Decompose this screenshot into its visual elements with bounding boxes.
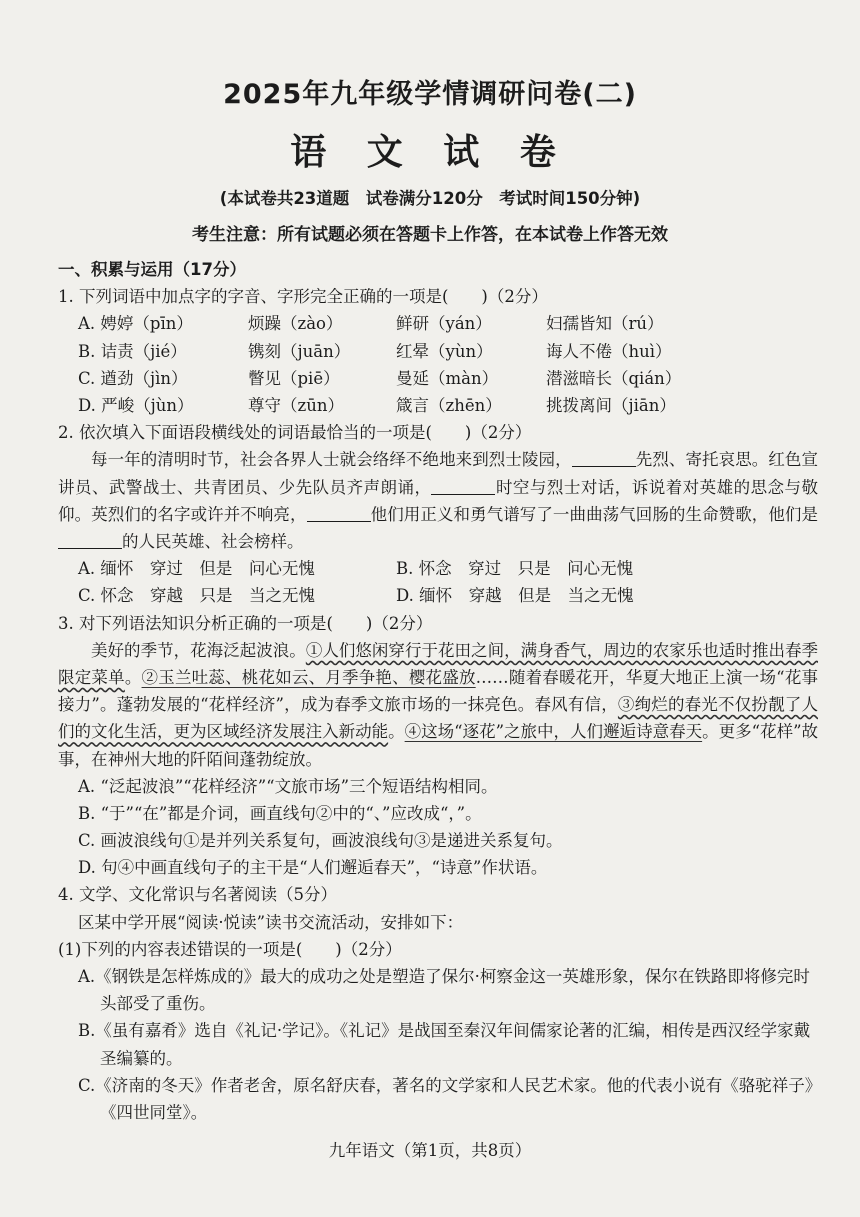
q3-option-a: A. “泛起波浪”“花样经济”“文旅市场”三个短语结构相同。 [78, 776, 498, 796]
q3-option-d: D. 句④中画直线句子的主干是“人们邂逅春天”，“诗意”作状语。 [78, 858, 548, 878]
q4-intro: 区某中学开展“阅读·悦读”读书交流活动，安排如下： [78, 912, 464, 932]
q1-a-1: A. 娉婷（pīn） [78, 314, 193, 334]
q3-text-1: 美好的季节，花海泛起波浪。 [91, 640, 306, 660]
q4-option-b: B.《虽有嘉肴》选自《礼记·学记》。《礼记》是战国至秦汉年间儒家论著的汇编，相传是西汉经学家戴圣编纂的。 [78, 1021, 811, 1068]
q1-c-1: C. 遒劲（jìn） [78, 368, 188, 388]
q1-d-3: 箴言（zhēn） [396, 395, 502, 415]
q1-b-3: 红晕（yùn） [396, 341, 493, 361]
question-4-stem: 4. 文学、文化常识与名著阅读（5分） [58, 885, 337, 905]
q2-option-d: D. 缅怀 穿越 但是 当之无愧 [396, 586, 634, 606]
q2-passage [58, 446, 818, 555]
exam-notice: 考生注意：所有试题必须在答题卡上作答，在本试卷上作答无效 [192, 225, 668, 245]
q2-option-a: A. 缅怀 穿过 但是 问心无愧 [78, 559, 315, 579]
question-2-stem: 2. 依次填入下面语段横线处的词语最恰当的一项是( )（2分） [58, 423, 532, 443]
q3-straight-sentence-2: ②玉兰吐蕊、桃花如云、月季争艳、樱花盛放 [141, 667, 476, 687]
q2-option-row-2 [58, 582, 818, 609]
fill-blank [572, 450, 636, 467]
q1-option-row-d [58, 392, 818, 419]
q1-a-4: 妇孺皆知（rú） [546, 314, 664, 334]
q1-option-row-c [58, 365, 818, 392]
fill-blank [431, 478, 495, 495]
q1-c-3: 曼延（màn） [396, 368, 499, 388]
question-3-stem: 3. 对下列语法知识分析正确的一项是( )（2分） [58, 613, 433, 633]
q1-b-4: 诲人不倦（huì） [546, 341, 672, 361]
q4-sub-question-1: (1)下列的内容表述错误的一项是( )（2分） [58, 939, 402, 959]
q2-text-3: 时空与烈士对话，诉说着对英雄的思念与敬仰。英烈们的名字或许并不响亮， [58, 477, 819, 524]
q1-d-2: 尊守（zūn） [248, 395, 344, 415]
q1-c-4: 潜滋暗长（qián） [546, 368, 682, 388]
q1-d-1: D. 严峻（jùn） [78, 395, 194, 415]
q1-option-row-b [58, 338, 818, 365]
q2-option-c: C. 怀念 穿越 只是 当之无愧 [78, 586, 316, 606]
q2-text-2: 先烈、寄托哀思。红色宣讲员、武警战士、共青团员、少先队员齐声朗诵， [58, 450, 819, 497]
q3-text-3: ……随着春暖花开，华夏大地正上演一场“花事接力”。蓬勃发展的“花样经济”，成为春季文旅市场的一抹亮色。春风有信， [58, 667, 819, 715]
q3-text-2: 。 [124, 667, 142, 687]
q4-option-a: A.《钢铁是怎样炼成的》最大的成功之处是塑造了保尔·柯察金这一英雄形象，保尔在铁路即将修完时头部受了重伤。 [78, 967, 810, 1014]
q3-option-b: B. “于”“在”都是介词，画直线句②中的“、”应改成“，”。 [78, 803, 482, 823]
q3-passage [58, 637, 818, 773]
exam-content [58, 256, 818, 1126]
q2-text-4: 他们用正义和勇气谱写了一曲曲荡气回肠的生命赞歌，他们是 [370, 504, 819, 524]
q1-b-2: 镌刻（juān） [248, 341, 351, 361]
q3-text-4: 。 [388, 722, 405, 742]
subject-title: 语 文 试 卷 [290, 132, 570, 173]
section-title: 一、积累与运用（17分） [58, 260, 246, 279]
q1-a-3: 鲜研（yán） [396, 314, 492, 334]
fill-blank [58, 532, 122, 549]
q2-text-1: 每一年的清明时节，社会各界人士就会络绎不绝地来到烈士陵园， [91, 450, 572, 470]
q3-straight-sentence-4: ④这场“逐花”之旅中，人们邂逅诗意春天 [404, 722, 703, 742]
exam-info: (本试卷共23道题 试卷满分120分 考试时间150分钟) [219, 189, 641, 208]
q3-text-5: 。更多“花样”故事，在神州大地的阡陌间蓬勃绽放。 [58, 722, 819, 769]
page-footer: 九年语文（第1页，共8页） [328, 1141, 532, 1160]
q2-option-b: B. 怀念 穿过 只是 问心无愧 [396, 559, 634, 579]
q2-text-5: 的人民英雄、社会榜样。 [122, 531, 304, 551]
q1-a-2: 烦躁（zào） [248, 314, 343, 334]
q1-option-row-a [58, 310, 818, 337]
q1-b-1: B. 诘责（jié） [78, 341, 187, 361]
question-1-stem: 1. 下列词语中加点字的字音、字形完全正确的一项是( )（2分） [58, 287, 548, 307]
q1-d-4: 挑拨离间（jiān） [546, 395, 676, 415]
q4-option-c: C.《济南的冬天》作者老舍，原名舒庆春，著名的文学家和人民艺术家。他的代表小说有《骆驼祥子》《四世同堂》。 [78, 1075, 814, 1123]
exam-title: 2025年九年级学情调研问卷(二) [223, 79, 637, 110]
q3-wavy-sentence-3: ③绚烂的春光不仅扮靓了人们的文化生活，更为区域经济发展注入新动能 [58, 695, 818, 742]
q2-option-row-1 [58, 555, 818, 582]
fill-blank [307, 505, 371, 522]
q3-option-c: C. 画波浪线句①是并列关系复句，画波浪线句③是递进关系复句。 [78, 831, 563, 851]
q3-wavy-sentence-1: ①人们悠闲穿行于花田之间，满身香气，周边的农家乐也适时推出春季限定菜单 [58, 640, 819, 687]
q1-c-2: 瞥见（piē） [248, 368, 340, 388]
